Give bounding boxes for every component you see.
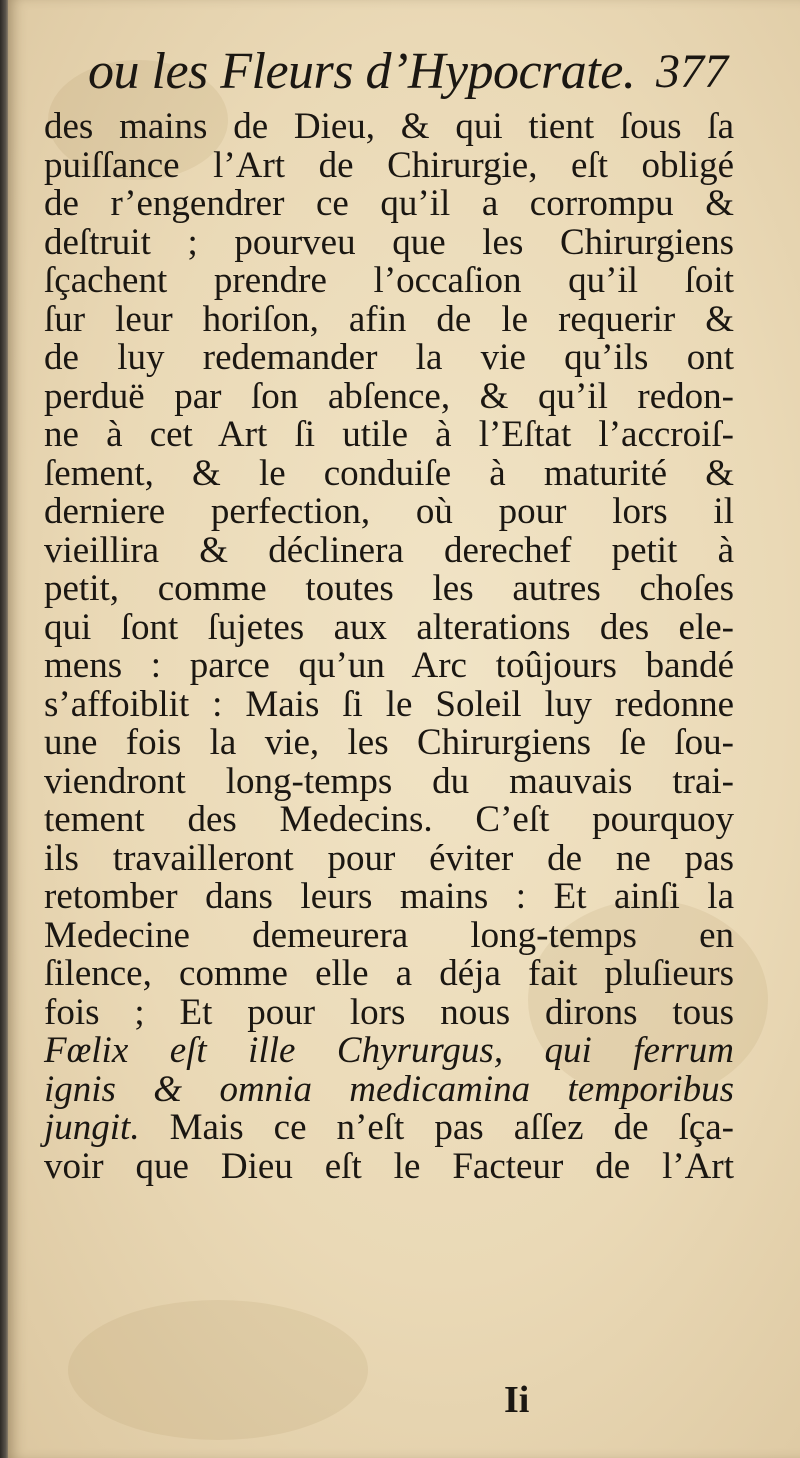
text-line: ſilence, comme elle a déja fait pluſieurs (44, 953, 734, 994)
text-line: Fœlix eſt ille Chyrurgus, qui ferrum (44, 1030, 734, 1071)
text-line: vieillira & déclinera derechef petit à (44, 529, 734, 571)
text-line: perduë par ſon abſence, & qu’il redon- (44, 375, 734, 417)
text-line: des mains de Dieu, & qui tient ſous ſa (44, 106, 734, 147)
text-line: derniere perfection, où pour lors il (44, 491, 734, 532)
text-line: voir que Dieu eſt le Facteur de l’Art (44, 1145, 734, 1187)
text-line: fois ; Et pour lors nous dirons tous (44, 991, 734, 1033)
page-header (8, 38, 728, 108)
text-line: ils travailleront pour éviter de ne pas (44, 837, 734, 879)
text-line: petit, comme toutes les autres choſes (44, 568, 734, 609)
text-line: ne à cet Art ſi utile à l’Eſtat l’accroiſ- (44, 414, 734, 455)
running-title: ou les Fleurs d’Hypocrate. (88, 43, 636, 100)
text-line: mens : parce qu’un Arc toûjours bandé (44, 645, 734, 686)
text-line: retomber dans leurs mains : Et ainſi la (44, 876, 734, 917)
paper-stain (68, 1300, 368, 1440)
text-line: viendront long-temps du mauvais trai- (44, 760, 734, 802)
text-line: tement des Medecins. C’eſt pourquoy (44, 799, 734, 840)
text-line: ſur leur horiſon, afin de le requerir & (44, 298, 734, 340)
text-line: puiſſance l’Art de Chirurgie, eſt obligé (44, 144, 734, 186)
text-line: Medecine demeurera long-temps en (44, 914, 734, 956)
text-line: s’affoiblit : Mais ſi le Soleil luy redonne (44, 683, 734, 725)
book-gutter (0, 0, 8, 1458)
text-line: une fois la vie, les Chirurgiens ſe ſou- (44, 722, 734, 763)
text-line: de r’engendrer ce qu’il a corrompu & (44, 183, 734, 224)
signature-mark: Ii (504, 1379, 530, 1421)
text-line: ſement, & le conduiſe à maturité & (44, 452, 734, 494)
text-line: deſtruit ; pourveu que les Chirurgiens (44, 221, 734, 263)
page-number: 377 (656, 45, 728, 98)
book-page (8, 0, 800, 1458)
text-line: ignis & omnia medicamina temporibus (44, 1068, 734, 1110)
body-text (44, 108, 734, 1186)
text-line: ſçachent prendre l’occaſion qu’il ſoit (44, 260, 734, 301)
text-line: jungit. Mais ce n’eſt pas aſſez de ſça- (44, 1107, 734, 1148)
text-line: qui ſont ſujetes aux alterations des ele- (44, 606, 734, 648)
text-line: de luy redemander la vie qu’ils ont (44, 337, 734, 378)
